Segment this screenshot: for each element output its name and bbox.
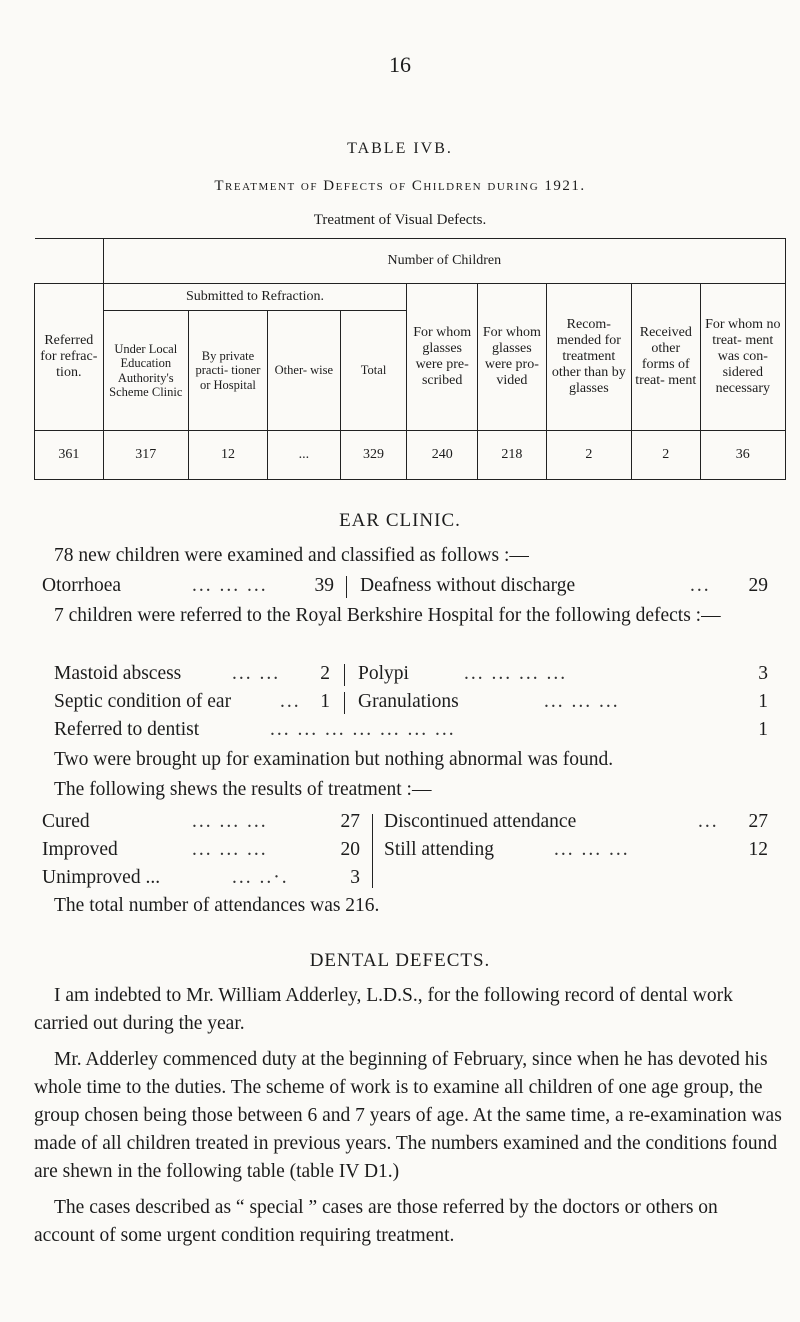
dentist-dots: ... ... ... ... ... ... ...: [270, 719, 456, 740]
header-recommended: Recom- mended for treatment other than by glasses: [546, 284, 631, 431]
otorrhoea-label: Otorrhoea: [42, 575, 122, 596]
dental-paragraph-1: I am indebted to Mr. William Adderley, L.D.S., for the following record of dental work carried out during the year.: [34, 985, 733, 1034]
total-attendances: The total number of attendances was 216.: [54, 895, 380, 916]
still-attending-dots: ... ... ...: [554, 839, 630, 860]
deafness-count: 29: [748, 575, 768, 596]
deafness-label: Deafness without discharge: [360, 575, 576, 596]
dental-paragraph-2: Mr. Adderley commenced duty at the beginning of February, since when he has devoted his whole time to the duties. The scheme of work is to examine all children of one age group, the group chosen being those between 6 and 7 years of age. At the same time, a re-examination was made of all children treated in previous years. The numbers examined and the conditions found are shewn in the following table (table IV D1.): [34, 1049, 782, 1182]
septic-count: 1: [320, 691, 330, 712]
value-recommended: 2: [546, 431, 631, 480]
improved-count: 20: [340, 839, 360, 860]
value-under-lea: 317: [103, 431, 188, 480]
improved-label: Improved: [42, 839, 118, 860]
ear-classification-row: [42, 572, 772, 600]
still-attending-label: Still attending: [384, 839, 494, 860]
granulations-label: Granulations: [358, 691, 459, 712]
unimproved-label: Unimproved ...: [42, 867, 161, 888]
dentist-count: 1: [758, 719, 768, 740]
results-row-3: [42, 864, 772, 892]
polypi-count: 3: [758, 663, 768, 684]
value-received: 2: [631, 431, 700, 480]
discontinued-label: Discontinued attendance: [384, 811, 577, 832]
header-otherwise: Other- wise: [267, 311, 340, 431]
column-divider: [344, 664, 345, 686]
granulations-dots: ... ... ...: [544, 691, 620, 712]
corner-cell: [35, 239, 104, 284]
header-total: Total: [340, 311, 407, 431]
unimproved-dots: ... ..·.: [232, 867, 289, 888]
header-under-lea: Under Local Education Authority's Scheme Clinic: [103, 311, 188, 431]
results-row-1: [42, 808, 772, 836]
ear-clinic-intro: 78 new children were examined and classified as follows :—: [54, 545, 529, 566]
unimproved-count: 3: [350, 867, 360, 888]
value-prescribed: 240: [407, 431, 478, 480]
header-prescribed: For whom glasses were pre- scribed: [407, 284, 478, 431]
visual-defects-table: [34, 238, 786, 480]
header-referred: Referred for refrac- tion.: [35, 284, 104, 431]
defects-row-1: [54, 660, 772, 688]
mastoid-dots: ... ...: [232, 663, 281, 684]
value-by-private: 12: [188, 431, 267, 480]
dental-paragraph-3: The cases described as “ special ” cases are those referred by the doctors or others on account of some urgent condition requiring treatment.: [34, 1197, 718, 1246]
cured-label: Cured: [42, 811, 90, 832]
value-total: 329: [340, 431, 407, 480]
defects-row-3: [54, 716, 772, 744]
number-of-children-header: Number of Children: [103, 239, 785, 284]
granulations-count: 1: [758, 691, 768, 712]
mastoid-count: 2: [320, 663, 330, 684]
table-subsubtitle: Treatment of Visual Defects.: [313, 212, 487, 228]
value-otherwise: ...: [267, 431, 340, 480]
header-provided: For whom glasses were pro- vided: [478, 284, 547, 431]
table-subtitle: Treatment of Defects of Children during 1921.: [214, 178, 586, 194]
header-no-treatment: For whom no treat- ment was con- sidered necessary: [700, 284, 785, 431]
still-attending-count: 12: [748, 839, 768, 860]
mastoid-label: Mastoid abscess: [54, 663, 182, 684]
value-referred: 361: [35, 431, 104, 480]
otorrhoea-count: 39: [314, 575, 334, 596]
septic-dots: ...: [280, 691, 301, 712]
dental-body: [34, 982, 782, 1250]
header-by-private: By private practi- tioner or Hospital: [188, 311, 267, 431]
page-number: 16: [389, 52, 411, 77]
referred-text: 7 children were referred to the Royal Berkshire Hospital for the following defects :—: [54, 605, 721, 626]
dental-heading: DENTAL DEFECTS.: [309, 950, 491, 971]
improved-dots: ... ... ...: [192, 839, 268, 860]
dentist-label: Referred to dentist: [54, 719, 200, 740]
cured-count: 27: [340, 811, 360, 832]
discontinued-count: 27: [748, 811, 768, 832]
header-received: Received other forms of treat- ment: [631, 284, 700, 431]
discontinued-dots: ...: [698, 811, 719, 832]
defects-row-2: [54, 688, 772, 716]
column-divider: [344, 692, 345, 714]
cured-dots: ... ... ...: [192, 811, 268, 832]
otorrhoea-dots: ... ... ...: [192, 575, 268, 596]
value-no-treatment: 36: [700, 431, 785, 480]
submitted-to-refraction-header: Submitted to Refraction.: [103, 284, 407, 311]
referred-paragraph: [42, 602, 768, 630]
table-title: TABLE IVB.: [347, 140, 453, 157]
deafness-dots: ...: [690, 575, 711, 596]
polypi-dots: ... ... ... ...: [464, 663, 568, 684]
results-row-2: [42, 836, 772, 864]
septic-label: Septic condition of ear: [54, 691, 232, 712]
two-brought-text: Two were brought up for examination but nothing abnormal was found.: [54, 749, 614, 770]
value-provided: 218: [478, 431, 547, 480]
results-intro: The following shews the results of treatment :—: [54, 779, 432, 800]
ear-clinic-heading: EAR CLINIC.: [339, 510, 461, 531]
polypi-label: Polypi: [358, 663, 409, 684]
column-divider: [346, 576, 347, 598]
